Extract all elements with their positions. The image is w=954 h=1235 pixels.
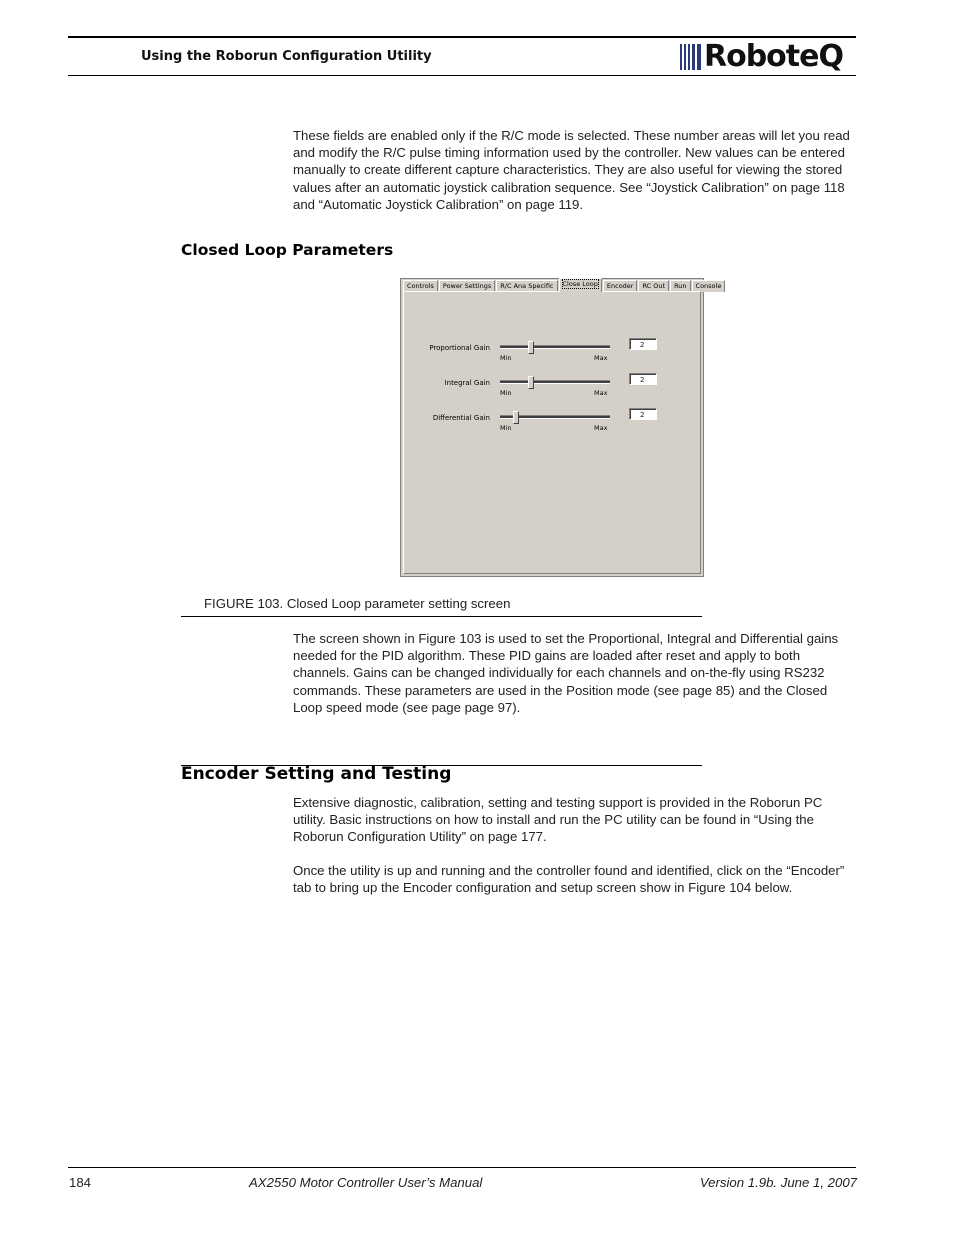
- logo-text: RoboteQ: [704, 39, 843, 74]
- slider-thumb[interactable]: [528, 376, 534, 389]
- tab-label: Controls: [407, 282, 434, 290]
- footer-page-number: 184: [69, 1175, 92, 1190]
- slider-max-label: Max: [594, 389, 608, 397]
- header-title: Using the Roborun Configuration Utility: [141, 49, 432, 64]
- header-top-rule: [68, 36, 856, 38]
- tab-label: Run: [674, 282, 687, 290]
- tab-label: RC Out: [642, 282, 666, 290]
- logo-bars-icon: [680, 44, 701, 70]
- gain-label: Integral Gain: [444, 379, 490, 387]
- slider-max-label: Max: [594, 424, 608, 432]
- slider-min-label: Min: [500, 389, 512, 397]
- gain-label: Differential Gain: [432, 414, 490, 422]
- slider-min-label: Min: [500, 354, 512, 362]
- tab-label: Power Settings: [442, 282, 492, 290]
- closed-loop-screenshot: [400, 278, 722, 577]
- gain-label: Proportional Gain: [429, 344, 490, 352]
- gain-row: [404, 376, 704, 416]
- slider-thumb[interactable]: [513, 411, 519, 424]
- section-heading-encoder: Encoder Setting and Testing: [181, 764, 452, 784]
- gain-value-input[interactable]: 2: [629, 408, 657, 420]
- closed-loop-paragraph: The screen shown in Figure 103 is used to set the Proportional, Integral and Differential gains needed for the PID algorithm. These PID gains are loaded after reset and apply to both channels. Gains can be changed individually for each channels and on-the-fly using RS232 commands. These parameters are used in the Position mode (see page 85) and the Closed Loop speed mode (see page page 97).: [293, 631, 839, 715]
- gain-value-input[interactable]: 2: [629, 338, 657, 350]
- gain-slider[interactable]: [500, 380, 610, 384]
- footer-manual-title: AX2550 Motor Controller User’s Manual: [249, 1175, 483, 1190]
- gain-value-input[interactable]: 2: [629, 373, 657, 385]
- section-heading-closed-loop: Closed Loop Parameters: [181, 241, 394, 259]
- slider-max-label: Max: [594, 354, 608, 362]
- tab-panel: [403, 291, 701, 574]
- gain-row: [404, 411, 704, 451]
- encoder-paragraph-2: Once the utility is up and running and the controller found and identified, click on the “Encoder” tab to bring up the Encoder configuration and setup screen show in Figure 104 below.: [293, 863, 845, 896]
- tab-close-loop[interactable]: [559, 278, 602, 292]
- caption-rule: [181, 616, 702, 617]
- slider-min-label: Min: [500, 424, 512, 432]
- tab-label: Encoder: [606, 282, 634, 290]
- encoder-paragraph-1: Extensive diagnostic, calibration, setting and testing support is provided in the Roborun PC utility. Basic instructions on how to install and run the PC utility can be found in “Using the Roborun Configuration Utility” on page 177.: [293, 795, 823, 845]
- header-bottom-rule: [68, 75, 856, 76]
- tab-label: Close Loop: [562, 280, 598, 288]
- tab-label: Console: [695, 282, 722, 290]
- gain-slider[interactable]: [500, 345, 610, 349]
- figure-caption: FIGURE 103. Closed Loop parameter setting screen: [204, 596, 511, 611]
- footer-rule: [68, 1167, 856, 1168]
- slider-thumb[interactable]: [528, 341, 534, 354]
- intro-paragraph: These fields are enabled only if the R/C mode is selected. These number areas will let you read and modify the R/C pulse timing information used by the controller. New values can be entered manually to create different capture characteristics. They are also useful for viewing the stored values after an automatic joystick calibration sequence. See “Joystick Calibration” on page 118 and “Automatic Joystick Calibration” on page 119.: [293, 128, 850, 212]
- roboteq-logo: [680, 40, 843, 74]
- gain-slider[interactable]: [500, 415, 610, 419]
- gain-row: [404, 341, 704, 381]
- footer-version: Version 1.9b. June 1, 2007: [699, 1175, 857, 1190]
- tab-label: R/C Ana Specific: [500, 282, 554, 290]
